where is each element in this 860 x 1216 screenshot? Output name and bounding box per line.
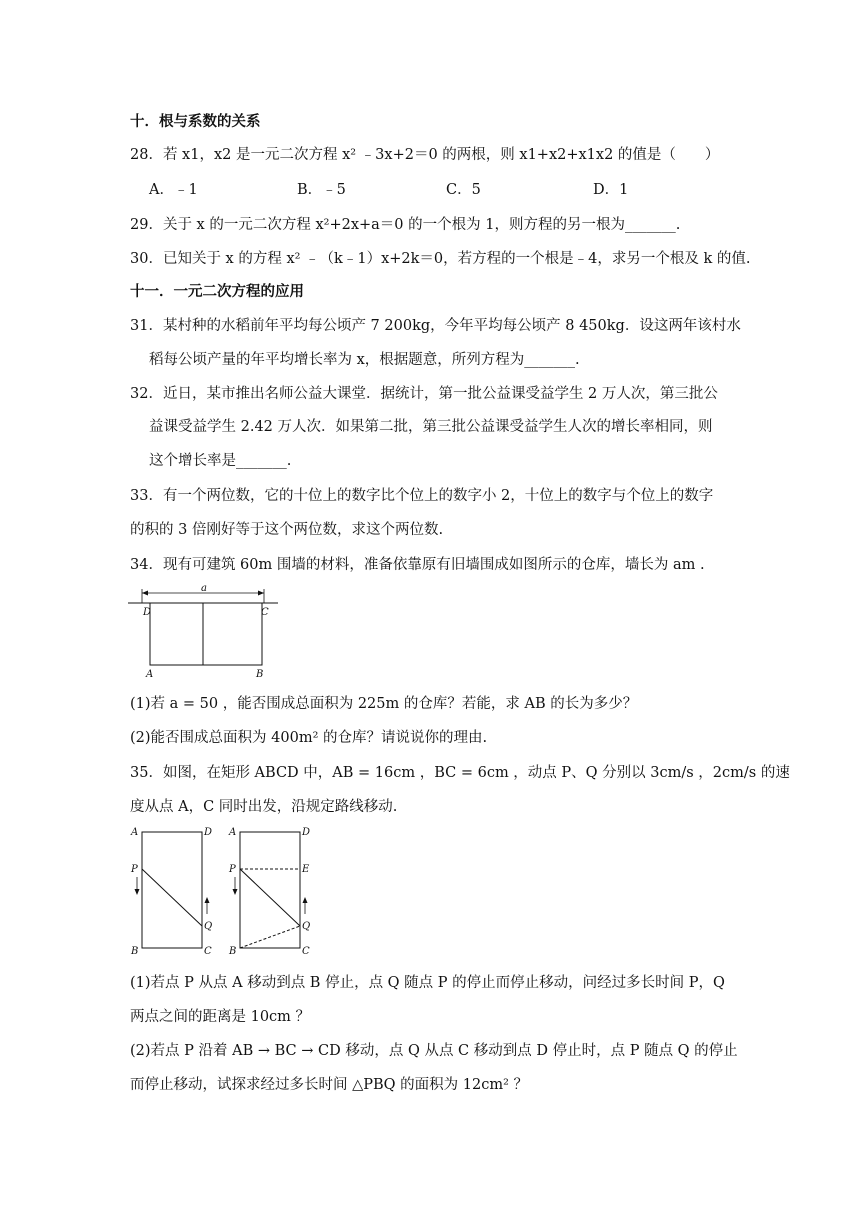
fig1-label-Q: Q bbox=[204, 921, 213, 932]
q28-option-d: D．1 bbox=[593, 182, 629, 198]
q31-line2: 稻每公顷产量的年平均增长率为 x，根据题意，所列方程为_______. bbox=[149, 352, 580, 368]
section-heading-10: 十．根与系数的关系 bbox=[130, 114, 261, 130]
dimension-arrow-left bbox=[142, 591, 148, 596]
q29-stem: 29．关于 x 的一元二次方程 x²+2x+a＝0 的一个根为 1，则方程的另一根为_______. bbox=[130, 217, 681, 233]
q35-part2-line2: 而停止移动，试探求经过多长时间 △PBQ 的面积为 12cm² ？ bbox=[130, 1077, 529, 1093]
fig2-rectangle bbox=[240, 832, 300, 948]
q35-line2: 度从点 A，C 同时出发，沿规定路线移动. bbox=[130, 799, 398, 815]
fig1-arrow-q-up bbox=[205, 897, 210, 903]
q28-option-b: B．﹣5 bbox=[297, 182, 346, 198]
q28-option-a: A．﹣1 bbox=[149, 182, 198, 198]
q34-warehouse-figure bbox=[128, 585, 278, 680]
fig2-label-A: A bbox=[229, 827, 237, 838]
q35-part1-line1: (1)若点 P 从点 A 移动到点 B 停止，点 Q 随点 P 的停止而停止移动，问经过多长时间 P，Q bbox=[130, 975, 725, 991]
fig1-label-A: A bbox=[131, 827, 139, 838]
q31-line1: 31．某村种的水稻前年平均每公顷产 7 200kg，今年平均每公顷产 8 450kg．设这两年该村水 bbox=[130, 318, 741, 334]
fig2-segment-pq bbox=[240, 869, 300, 926]
fig1-label-D: D bbox=[204, 827, 213, 838]
label-C: C bbox=[261, 607, 269, 618]
fig1-rectangle bbox=[142, 832, 202, 948]
fig2-arrow-p-down bbox=[233, 889, 238, 895]
fig1-arrow-p-down bbox=[135, 889, 140, 895]
label-B: B bbox=[256, 669, 264, 680]
fig2-segment-bq bbox=[240, 926, 300, 948]
q28-stem: 28．若 x1，x2 是一元二次方程 x² ﹣3x+2＝0 的两根，则 x1+x2+x1x2 的值是（ ） bbox=[130, 147, 720, 163]
label-A: A bbox=[146, 669, 154, 680]
q33-line2: 的积的 3 倍刚好等于这个两位数，求这个两位数. bbox=[130, 522, 444, 538]
fig2-label-D: D bbox=[302, 827, 311, 838]
fig1-label-P: P bbox=[131, 864, 138, 875]
warehouse-outline bbox=[150, 603, 262, 665]
q32-line1: 32．近日，某市推出名师公益大课堂．据统计，第一批公益课受益学生 2 万人次，第三批公 bbox=[130, 386, 718, 402]
q35-rectangle-figures bbox=[128, 822, 328, 962]
q33-line1: 33．有一个两位数，它的十位上的数字比个位上的数字小 2，十位上的数字与个位上的数字 bbox=[130, 488, 714, 504]
q32-line2: 益课受益学生 2.42 万人次．如果第二批，第三批公益课受益学生人次的增长率相同，则 bbox=[149, 419, 713, 435]
section-heading-11: 十一．一元二次方程的应用 bbox=[130, 284, 304, 300]
fig1-label-B: B bbox=[131, 946, 139, 957]
fig2-label-B: B bbox=[229, 946, 237, 957]
fig1-segment-pq bbox=[142, 869, 202, 926]
fig2-label-E: E bbox=[302, 864, 310, 875]
fig2-arrow-q-up bbox=[303, 897, 308, 903]
q35-part2-line1: (2)若点 P 沿着 AB → BC → CD 移动，点 Q 从点 C 移动到点 D 停止时，点 P 随点 Q 的停止 bbox=[130, 1043, 738, 1059]
q34-part1: (1)若 a = 50 ，能否围成总面积为 225m 的仓库？若能，求 AB 的长为多少？ bbox=[130, 696, 638, 712]
q32-line3: 这个增长率是_______. bbox=[149, 453, 292, 469]
fig2-label-Q: Q bbox=[302, 921, 311, 932]
q35-part1-line2: 两点之间的距离是 10cm ？ bbox=[130, 1009, 311, 1025]
fig1-label-C: C bbox=[204, 946, 212, 957]
fig2-label-C: C bbox=[302, 946, 310, 957]
fig2-label-P: P bbox=[229, 864, 236, 875]
label-D: D bbox=[143, 607, 152, 618]
label-a: a bbox=[201, 583, 207, 594]
q35-line1: 35．如图，在矩形 ABCD 中，AB = 16cm ，BC = 6cm ，动点 P、Q 分别以 3cm/s ，2cm/s 的速 bbox=[130, 765, 790, 781]
q30-stem: 30．已知关于 x 的方程 x² ﹣（k﹣1）x+2k＝0，若方程的一个根是﹣4，求另一个根及 k 的值. bbox=[130, 251, 751, 267]
dimension-arrow-right bbox=[258, 591, 264, 596]
q34-part2: (2)能否围成总面积为 400m² 的仓库？请说说你的理由. bbox=[130, 730, 488, 746]
q34-stem: 34．现有可建筑 60m 围墙的材料，准备依靠原有旧墙围成如图所示的仓库，墙长为 am . bbox=[130, 557, 705, 573]
q28-option-c: C．5 bbox=[446, 182, 481, 198]
